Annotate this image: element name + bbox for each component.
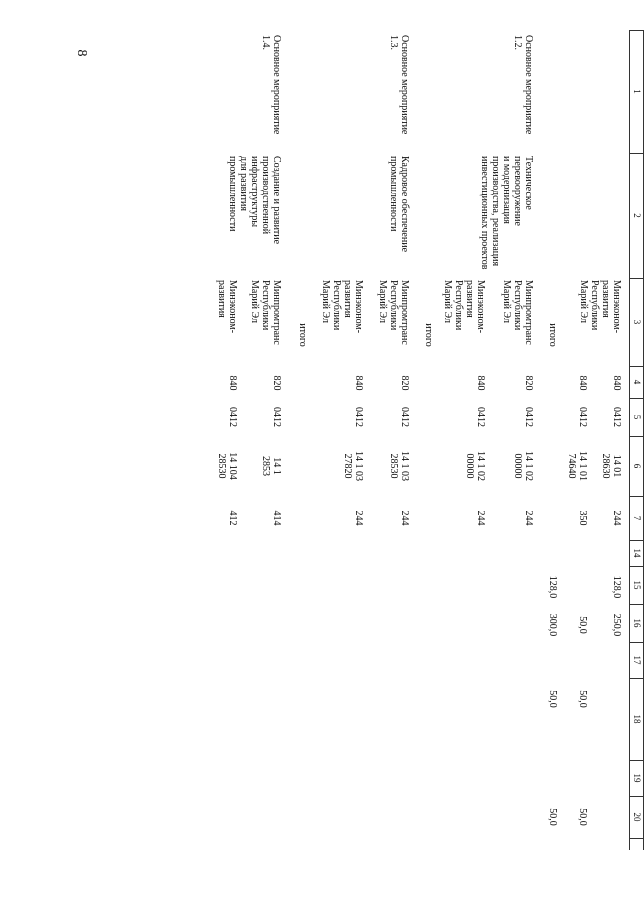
total-label: итого — [297, 323, 308, 347]
target-article-code: 14 104 28530 — [216, 452, 238, 480]
expense-type-code: 414 — [271, 510, 282, 526]
header-col-6: 6 — [632, 463, 642, 469]
total-label: итого — [547, 323, 558, 347]
value-col-16: 250,0 — [611, 613, 622, 637]
expense-type-code: 244 — [399, 510, 410, 526]
section-code: 0412 — [611, 407, 622, 427]
section-code: 0412 — [475, 407, 486, 427]
target-article-code: 14 1 03 28530 — [388, 451, 410, 481]
responsible-executor: Минэконом- развития Республики Марий Эл — [578, 280, 622, 334]
expense-type-code: 244 — [523, 510, 534, 526]
budget-table — [124, 30, 644, 850]
responsible-executor: Минэконом- развития Республики Марий Эл — [442, 280, 486, 334]
measure-1-4-title: Основное мероприятие 1.4. — [260, 35, 282, 135]
measure-1-3-title: Основное мероприятие 1.3. — [388, 35, 410, 135]
header-col-20: 20 — [632, 812, 642, 822]
section-code: 0412 — [353, 407, 364, 427]
expense-type-code: 244 — [353, 510, 364, 526]
grbs-code: 840 — [611, 375, 622, 391]
page-number: 8 — [74, 49, 89, 57]
section-code: 0412 — [523, 407, 534, 427]
header-col-15: 15 — [632, 580, 642, 590]
expense-type-code: 244 — [611, 510, 622, 526]
expense-type-code: 350 — [577, 510, 588, 526]
section-code: 0412 — [271, 407, 282, 427]
target-article-code: 14 1 2853 — [260, 456, 282, 476]
measure-1-3-description: Кадровое обеспечение промышленности — [388, 156, 410, 253]
grbs-code: 840 — [475, 375, 486, 391]
value-col-20: 50,0 — [577, 808, 588, 826]
header-col-4: 4 — [632, 379, 642, 385]
total-col-20: 50,0 — [547, 808, 558, 826]
responsible-executor: Минпромтранс Республики Марий Эл — [377, 280, 410, 345]
header-col-2: 2 — [632, 213, 642, 218]
target-article-code: 14 01 28630 — [600, 453, 622, 479]
grbs-code: 840 — [577, 375, 588, 391]
value-col-16: 50,0 — [577, 616, 588, 634]
section-code: 0412 — [227, 407, 238, 427]
responsible-executor: Минпромтранс Республики Марий Эл — [249, 280, 282, 345]
target-article-code: 14 1 02 00000 — [464, 451, 486, 481]
header-col-18: 18 — [632, 714, 642, 724]
header-col-7: 7 — [632, 515, 642, 521]
grbs-code: 820 — [271, 375, 282, 391]
target-article-code: 14 1 01 74640 — [566, 451, 588, 481]
total-col-15: 128,0 — [547, 575, 558, 599]
expense-type-code: 412 — [227, 510, 238, 526]
grbs-code: 820 — [399, 375, 410, 391]
header-col-3: 3 — [632, 319, 642, 325]
value-col-18: 50,0 — [577, 690, 588, 708]
responsible-executor: Минэконом- развития — [216, 280, 238, 334]
measure-1-4-description: Создание и развитие производственной инфраструктуры для развития промышленности — [227, 156, 282, 245]
section-code: 0412 — [577, 407, 588, 427]
responsible-executor: Минэконом- развития Республики Марий Эл — [320, 280, 364, 334]
section-code: 0412 — [399, 407, 410, 427]
responsible-executor: Минпромтранс Республики Марий Эл — [501, 280, 534, 345]
grbs-code: 820 — [523, 375, 534, 391]
col-divider — [630, 838, 644, 839]
total-col-16: 300,0 — [547, 613, 558, 637]
header-col-1: 1 — [632, 89, 642, 94]
measure-1-2-title: Основное мероприятие 1.2. — [512, 35, 534, 135]
measure-1-2-description: Техническое перевооружение и модернизация производства, реализация инвестиционных проектов — [479, 156, 534, 270]
header-col-19: 19 — [632, 773, 642, 783]
header-col-17: 17 — [632, 655, 642, 665]
header-col-16: 16 — [632, 618, 642, 628]
value-col-15: 128,0 — [611, 575, 622, 599]
target-article-code: 14 1 03 27820 — [342, 451, 364, 481]
header-col-5: 5 — [632, 414, 642, 420]
grbs-code: 840 — [353, 375, 364, 391]
target-article-code: 14 1 02 00000 — [512, 451, 534, 481]
grbs-code: 840 — [227, 375, 238, 391]
total-label: итого — [423, 323, 434, 347]
total-col-18: 50,0 — [547, 690, 558, 708]
header-col-14: 14 — [632, 548, 642, 558]
expense-type-code: 244 — [475, 510, 486, 526]
